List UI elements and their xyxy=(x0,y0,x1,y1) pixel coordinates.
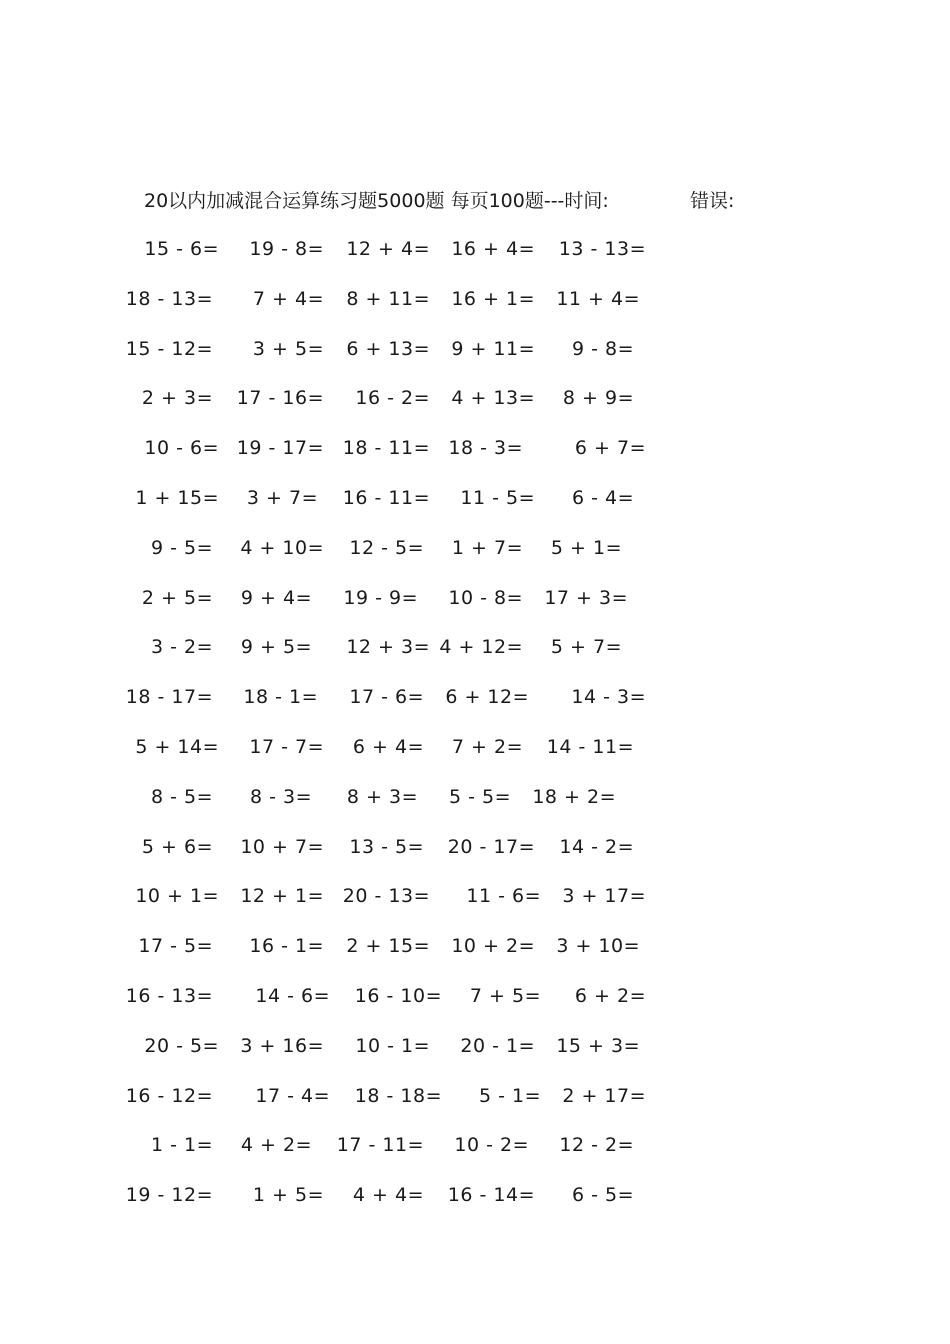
problem-14-3: 20 - 13= xyxy=(342,885,430,907)
page-title: 20以内加减混合运算练习题5000题 每页100题---时间: xyxy=(144,190,609,212)
problem-16-1: 16 - 13= xyxy=(125,985,213,1007)
problem-12-4: 5 - 5= xyxy=(448,786,511,808)
problem-17-3: 10 - 1= xyxy=(355,1035,430,1057)
problem-20-3: 4 + 4= xyxy=(352,1184,424,1206)
problem-1-3: 12 + 4= xyxy=(346,238,430,260)
problem-3-3: 6 + 13= xyxy=(346,338,430,360)
problem-5-1: 10 - 6= xyxy=(144,437,219,459)
problem-10-2: 18 - 1= xyxy=(243,686,318,708)
problem-3-2: 3 + 5= xyxy=(252,338,324,360)
problem-1-2: 19 - 8= xyxy=(249,238,324,260)
problem-8-3: 19 - 9= xyxy=(343,587,418,609)
problem-5-3: 18 - 11= xyxy=(342,437,430,459)
problem-11-4: 7 + 2= xyxy=(451,736,523,758)
problem-12-5: 18 + 2= xyxy=(532,786,616,808)
problem-1-5: 13 - 13= xyxy=(558,238,646,260)
problem-13-2: 10 + 7= xyxy=(240,836,324,858)
problem-11-3: 6 + 4= xyxy=(352,736,424,758)
problem-19-2: 4 + 2= xyxy=(240,1134,312,1156)
problem-1-4: 16 + 4= xyxy=(451,238,535,260)
problem-16-5: 6 + 2= xyxy=(574,985,646,1007)
problem-4-3: 16 - 2= xyxy=(355,387,430,409)
problem-12-2: 8 - 3= xyxy=(249,786,312,808)
problem-20-4: 16 - 14= xyxy=(447,1184,535,1206)
problem-5-4: 18 - 3= xyxy=(448,437,523,459)
problem-18-4: 5 - 1= xyxy=(478,1085,541,1107)
problem-14-5: 3 + 17= xyxy=(562,885,646,907)
problem-17-5: 15 + 3= xyxy=(556,1035,640,1057)
problem-12-3: 8 + 3= xyxy=(346,786,418,808)
problem-10-3: 17 - 6= xyxy=(349,686,424,708)
problem-17-4: 20 - 1= xyxy=(460,1035,535,1057)
problem-13-4: 20 - 17= xyxy=(447,836,535,858)
problem-15-2: 16 - 1= xyxy=(249,935,324,957)
problem-6-2: 3 + 7= xyxy=(246,487,318,509)
problem-18-3: 18 - 18= xyxy=(354,1085,442,1107)
errors-label: 错误: xyxy=(690,190,735,212)
problem-7-1: 9 - 5= xyxy=(150,537,213,559)
problem-3-1: 15 - 12= xyxy=(125,338,213,360)
problem-19-4: 10 - 2= xyxy=(454,1134,529,1156)
problem-5-2: 19 - 17= xyxy=(236,437,324,459)
problem-1-1: 15 - 6= xyxy=(144,238,219,260)
problem-10-1: 18 - 17= xyxy=(125,686,213,708)
problem-15-5: 3 + 10= xyxy=(556,935,640,957)
problem-5-5: 6 + 7= xyxy=(574,437,646,459)
problem-14-2: 12 + 1= xyxy=(240,885,324,907)
problem-18-1: 16 - 12= xyxy=(125,1085,213,1107)
problem-7-3: 12 - 5= xyxy=(349,537,424,559)
problem-11-1: 5 + 14= xyxy=(135,736,219,758)
problem-9-2: 9 + 5= xyxy=(240,636,312,658)
problem-12-1: 8 - 5= xyxy=(150,786,213,808)
problem-17-1: 20 - 5= xyxy=(144,1035,219,1057)
problem-8-5: 17 + 3= xyxy=(544,587,628,609)
problem-2-4: 16 + 1= xyxy=(451,288,535,310)
problem-13-5: 14 - 2= xyxy=(559,836,634,858)
problem-18-5: 2 + 17= xyxy=(562,1085,646,1107)
problem-15-1: 17 - 5= xyxy=(138,935,213,957)
problem-11-5: 14 - 11= xyxy=(546,736,634,758)
problem-13-1: 5 + 6= xyxy=(141,836,213,858)
problem-20-1: 19 - 12= xyxy=(125,1184,213,1206)
problem-4-4: 4 + 13= xyxy=(451,387,535,409)
problem-17-2: 3 + 16= xyxy=(240,1035,324,1057)
problem-9-3: 12 + 3= xyxy=(346,636,430,658)
problem-18-2: 17 - 4= xyxy=(255,1085,330,1107)
problem-7-4: 1 + 7= xyxy=(451,537,523,559)
problem-20-2: 1 + 5= xyxy=(252,1184,324,1206)
problem-8-1: 2 + 5= xyxy=(141,587,213,609)
problem-9-5: 5 + 7= xyxy=(550,636,622,658)
problem-14-4: 11 - 6= xyxy=(466,885,541,907)
problem-2-1: 18 - 13= xyxy=(125,288,213,310)
problem-4-1: 2 + 3= xyxy=(141,387,213,409)
problem-2-3: 8 + 11= xyxy=(346,288,430,310)
problem-13-3: 13 - 5= xyxy=(349,836,424,858)
problem-16-3: 16 - 10= xyxy=(354,985,442,1007)
problem-8-2: 9 + 4= xyxy=(240,587,312,609)
problem-4-2: 17 - 16= xyxy=(236,387,324,409)
problem-2-2: 7 + 4= xyxy=(252,288,324,310)
problem-14-1: 10 + 1= xyxy=(135,885,219,907)
problem-10-5: 14 - 3= xyxy=(571,686,646,708)
problem-16-4: 7 + 5= xyxy=(469,985,541,1007)
problem-3-4: 9 + 11= xyxy=(451,338,535,360)
problem-9-4: 4 + 12= xyxy=(439,636,523,658)
problem-6-3: 16 - 11= xyxy=(342,487,430,509)
problem-3-5: 9 - 8= xyxy=(571,338,634,360)
problem-16-2: 14 - 6= xyxy=(255,985,330,1007)
problem-15-4: 10 + 2= xyxy=(451,935,535,957)
problem-7-2: 4 + 10= xyxy=(240,537,324,559)
problem-10-4: 6 + 12= xyxy=(445,686,529,708)
problem-15-3: 2 + 15= xyxy=(346,935,430,957)
problem-6-1: 1 + 15= xyxy=(135,487,219,509)
problem-19-5: 12 - 2= xyxy=(559,1134,634,1156)
problem-8-4: 10 - 8= xyxy=(448,587,523,609)
problem-7-5: 5 + 1= xyxy=(550,537,622,559)
problem-19-1: 1 - 1= xyxy=(150,1134,213,1156)
problem-9-1: 3 - 2= xyxy=(150,636,213,658)
problem-11-2: 17 - 7= xyxy=(249,736,324,758)
problem-6-4: 11 - 5= xyxy=(460,487,535,509)
problem-20-5: 6 - 5= xyxy=(571,1184,634,1206)
problem-2-5: 11 + 4= xyxy=(556,288,640,310)
problem-6-5: 6 - 4= xyxy=(571,487,634,509)
problem-4-5: 8 + 9= xyxy=(562,387,634,409)
problem-19-3: 17 - 11= xyxy=(336,1134,424,1156)
